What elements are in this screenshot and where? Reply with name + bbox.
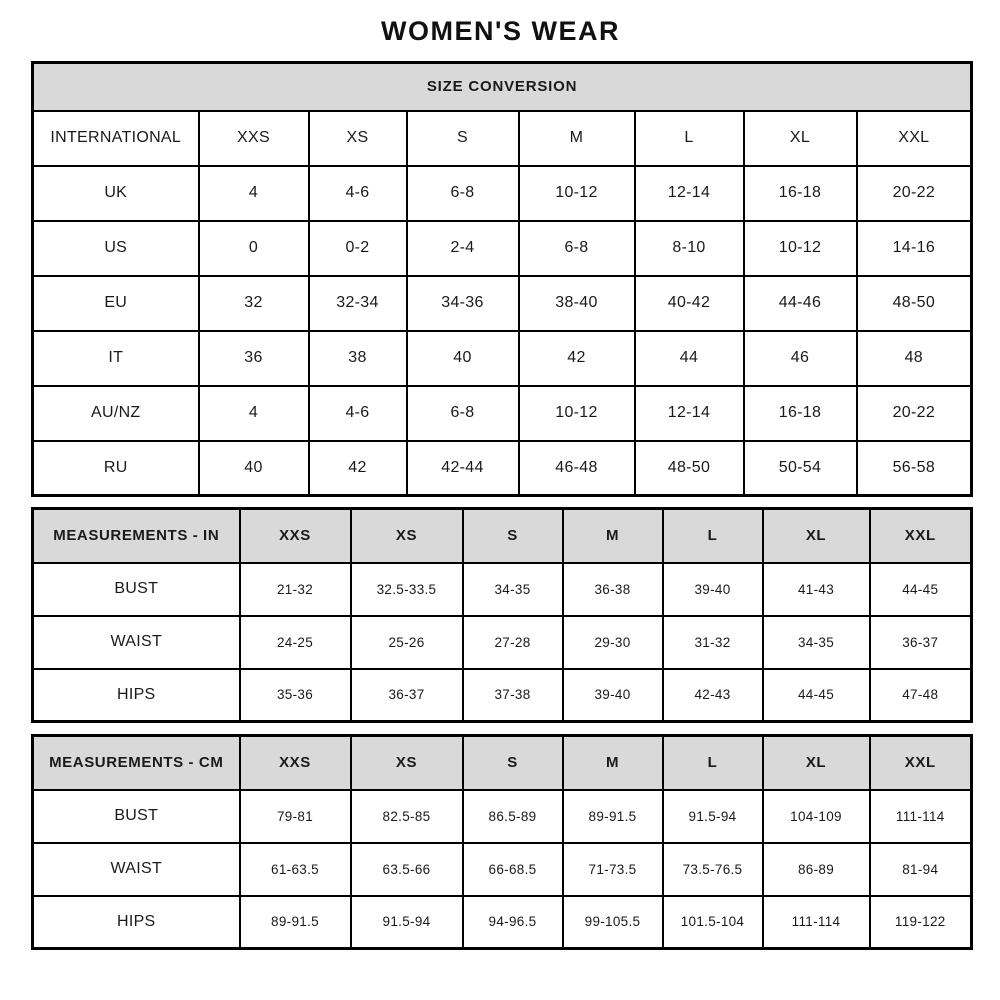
column-header: L (663, 736, 763, 790)
size-cell: 12-14 (635, 166, 744, 221)
measurement-cell: 73.5-76.5 (663, 843, 763, 896)
table-row (33, 166, 972, 221)
measurement-cell: 91.5-94 (663, 790, 763, 843)
column-header: M (563, 736, 663, 790)
measurement-cell: 63.5-66 (351, 843, 463, 896)
measurement-cell: 25-26 (351, 616, 463, 669)
table-row (33, 276, 972, 331)
size-cell: 42-44 (407, 441, 519, 496)
measurement-cell: 31-32 (663, 616, 763, 669)
measurement-cell: 41-43 (763, 563, 870, 616)
measurements-in-table (31, 507, 973, 723)
column-header: M (519, 111, 635, 166)
table-row (33, 790, 972, 843)
measurement-cell: 91.5-94 (351, 896, 463, 949)
size-cell: 38-40 (519, 276, 635, 331)
size-cell: 10-12 (519, 166, 635, 221)
table-row (33, 843, 972, 896)
measurement-cell: 86-89 (763, 843, 870, 896)
measurement-cell: 89-91.5 (240, 896, 351, 949)
measurement-cell: 99-105.5 (563, 896, 663, 949)
column-header: L (635, 111, 744, 166)
measurement-cell: 66-68.5 (463, 843, 563, 896)
column-header: XS (309, 111, 407, 166)
size-cell: 42 (309, 441, 407, 496)
size-cell: 0-2 (309, 221, 407, 276)
size-cell: 46 (744, 331, 857, 386)
table-row (33, 386, 972, 441)
size-cell: 40 (407, 331, 519, 386)
table-header: MEASUREMENTS - IN (33, 509, 240, 563)
measurement-cell: 27-28 (463, 616, 563, 669)
size-cell: 10-12 (744, 221, 857, 276)
size-cell: 10-12 (519, 386, 635, 441)
row-label: US (33, 221, 199, 276)
table-row (33, 441, 972, 496)
size-cell: 4-6 (309, 386, 407, 441)
size-cell: 16-18 (744, 386, 857, 441)
measurement-cell: 37-38 (463, 669, 563, 722)
row-label: AU/NZ (33, 386, 199, 441)
size-cell: 48 (857, 331, 972, 386)
column-header: INTERNATIONAL (33, 111, 199, 166)
size-cell: 50-54 (744, 441, 857, 496)
table-header: SIZE CONVERSION (33, 63, 972, 111)
measurement-cell: 86.5-89 (463, 790, 563, 843)
measurements-cm-table (31, 734, 973, 950)
size-cell: 4-6 (309, 166, 407, 221)
size-cell: 4 (199, 166, 309, 221)
measurement-cell: 101.5-104 (663, 896, 763, 949)
size-cell: 44 (635, 331, 744, 386)
measurement-cell: 34-35 (763, 616, 870, 669)
size-cell: 6-8 (519, 221, 635, 276)
measurement-cell: 119-122 (870, 896, 972, 949)
size-cell: 8-10 (635, 221, 744, 276)
size-cell: 12-14 (635, 386, 744, 441)
column-header: XXL (870, 509, 972, 563)
table-header: MEASUREMENTS - CM (33, 736, 240, 790)
size-cell: 46-48 (519, 441, 635, 496)
size-cell: 4 (199, 386, 309, 441)
column-header: XL (763, 736, 870, 790)
row-label: UK (33, 166, 199, 221)
row-label: EU (33, 276, 199, 331)
table-row (33, 331, 972, 386)
row-label: HIPS (33, 669, 240, 722)
row-label: BUST (33, 790, 240, 843)
measurement-cell: 44-45 (870, 563, 972, 616)
measurement-cell: 111-114 (763, 896, 870, 949)
table-row (33, 669, 972, 722)
size-cell: 42 (519, 331, 635, 386)
table-row (33, 63, 972, 111)
column-header: M (563, 509, 663, 563)
table-row (33, 616, 972, 669)
size-cell: 2-4 (407, 221, 519, 276)
measurement-cell: 111-114 (870, 790, 972, 843)
size-cell: 38 (309, 331, 407, 386)
table-row (33, 509, 972, 563)
size-cell: 32-34 (309, 276, 407, 331)
size-cell: 48-50 (857, 276, 972, 331)
size-cell: 48-50 (635, 441, 744, 496)
measurement-cell: 89-91.5 (563, 790, 663, 843)
row-label: HIPS (33, 896, 240, 949)
row-label: RU (33, 441, 199, 496)
measurement-cell: 39-40 (563, 669, 663, 722)
size-cell: 34-36 (407, 276, 519, 331)
size-cell: 56-58 (857, 441, 972, 496)
column-header: S (407, 111, 519, 166)
measurement-cell: 81-94 (870, 843, 972, 896)
measurement-cell: 34-35 (463, 563, 563, 616)
measurement-cell: 79-81 (240, 790, 351, 843)
measurement-cell: 82.5-85 (351, 790, 463, 843)
measurement-cell: 29-30 (563, 616, 663, 669)
size-cell: 0 (199, 221, 309, 276)
size-cell: 14-16 (857, 221, 972, 276)
table-row (33, 563, 972, 616)
measurement-cell: 36-37 (870, 616, 972, 669)
column-header: XXL (870, 736, 972, 790)
measurement-cell: 21-32 (240, 563, 351, 616)
size-cell: 6-8 (407, 386, 519, 441)
measurement-cell: 47-48 (870, 669, 972, 722)
measurement-cell: 36-37 (351, 669, 463, 722)
size-cell: 6-8 (407, 166, 519, 221)
size-cell: 32 (199, 276, 309, 331)
column-header: XXS (240, 509, 351, 563)
column-header: L (663, 509, 763, 563)
column-header: XL (744, 111, 857, 166)
size-conversion-table (31, 61, 973, 497)
size-cell: 44-46 (744, 276, 857, 331)
table-row (33, 111, 972, 166)
table-row (33, 221, 972, 276)
row-label: BUST (33, 563, 240, 616)
column-header: XXL (857, 111, 972, 166)
column-header: XS (351, 736, 463, 790)
size-cell: 20-22 (857, 386, 972, 441)
size-cell: 20-22 (857, 166, 972, 221)
measurement-cell: 35-36 (240, 669, 351, 722)
table-row (33, 736, 972, 790)
measurement-cell: 61-63.5 (240, 843, 351, 896)
measurement-cell: 94-96.5 (463, 896, 563, 949)
measurement-cell: 39-40 (663, 563, 763, 616)
size-cell: 16-18 (744, 166, 857, 221)
table-row (33, 896, 972, 949)
column-header: XXS (240, 736, 351, 790)
page-title: WOMEN'S WEAR (381, 16, 620, 46)
measurement-cell: 71-73.5 (563, 843, 663, 896)
measurement-cell: 36-38 (563, 563, 663, 616)
row-label: WAIST (33, 616, 240, 669)
column-header: S (463, 736, 563, 790)
column-header: XXS (199, 111, 309, 166)
size-cell: 40-42 (635, 276, 744, 331)
column-header: S (463, 509, 563, 563)
measurement-cell: 32.5-33.5 (351, 563, 463, 616)
measurement-cell: 104-109 (763, 790, 870, 843)
size-cell: 36 (199, 331, 309, 386)
measurement-cell: 42-43 (663, 669, 763, 722)
row-label: IT (33, 331, 199, 386)
measurement-cell: 24-25 (240, 616, 351, 669)
column-header: XL (763, 509, 870, 563)
measurement-cell: 44-45 (763, 669, 870, 722)
row-label: WAIST (33, 843, 240, 896)
column-header: XS (351, 509, 463, 563)
size-cell: 40 (199, 441, 309, 496)
